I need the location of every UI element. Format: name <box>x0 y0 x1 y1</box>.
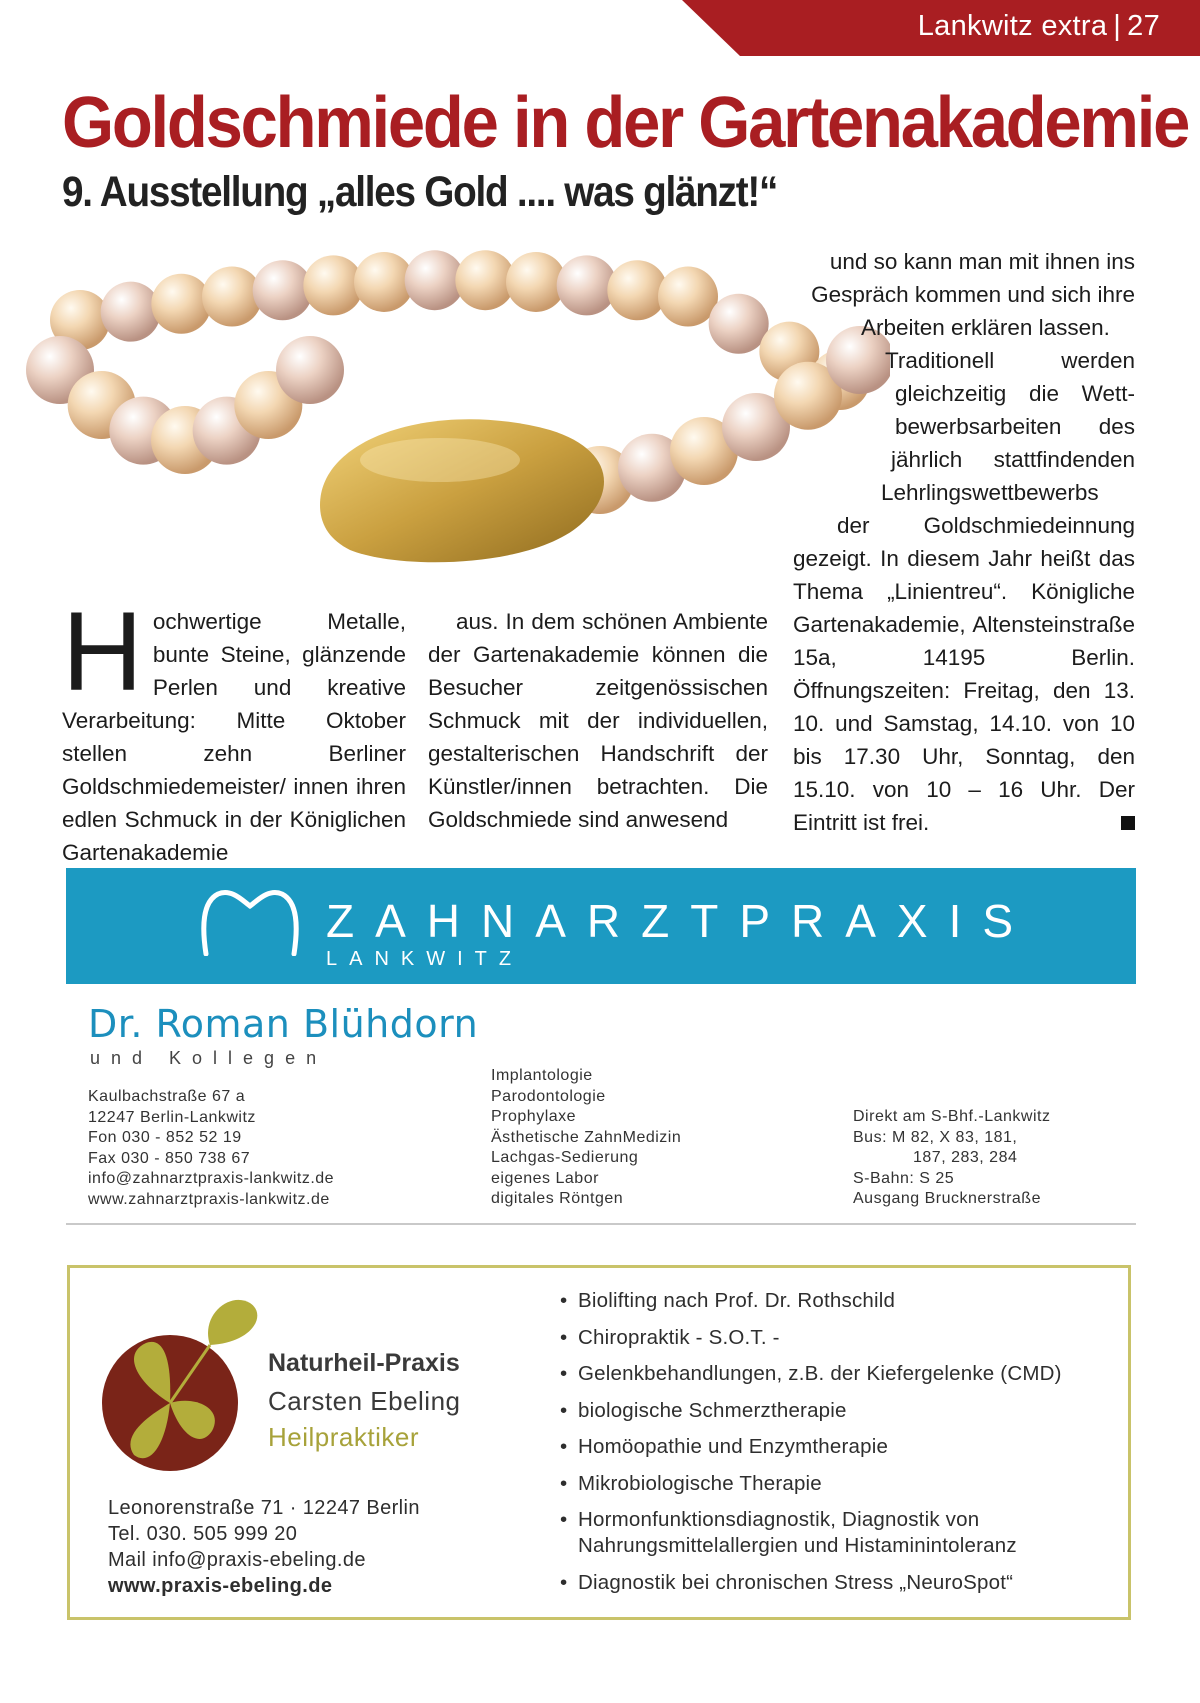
article-line: und so kann man mit ihnen ins <box>829 249 1135 274</box>
service-item: • Biolifting nach Prof. Dr. Rothschild <box>560 1288 1120 1314</box>
service-item: Implantologie <box>491 1067 593 1084</box>
article-subtitle: 9. Ausstellung „alles Gold .... was glänzt!“ <box>62 168 778 216</box>
pearl <box>276 336 344 404</box>
service-item: • Homöopathie und Enzymtherapie <box>560 1434 1120 1460</box>
transport-line: 187, 283, 284 <box>913 1149 1018 1166</box>
divider <box>66 1223 1136 1225</box>
section-label: Lankwitz extra <box>917 10 1108 42</box>
transport-line: Direkt am S-Bhf.-Lankwitz <box>853 1108 1051 1125</box>
article-line: jährlich stattfindenden <box>891 447 1135 472</box>
page-number: 27 <box>1127 10 1160 42</box>
pearls-back-row <box>50 250 870 410</box>
service-item: eigenes Labor <box>491 1169 599 1187</box>
service-item: • Hormonfunktionsdiagnostik, Diagnostik von Nahrungsmittelallergien und Histaminintoleranz <box>560 1507 1120 1559</box>
pearl-necklace-icon <box>20 250 890 600</box>
service-item: Parodontologie <box>491 1087 606 1105</box>
article-text-1: ochwertige Metalle, bunte Steine, glänzende Perlen und kreative Verarbeitung: Mitte Oktober stellen zehn Berliner Goldschmiedemeister/ innen ihren edlen Schmuck in der Königlichen Gartenakademie <box>62 609 406 865</box>
pearl <box>101 282 161 342</box>
pearl <box>557 255 617 315</box>
pearl <box>253 260 313 320</box>
website-link[interactable]: www.zahnarztpraxis-lankwitz.de <box>88 1190 330 1208</box>
naturheil-contact <box>108 1495 420 1599</box>
naturheil-profession: Heilpraktiker <box>268 1422 419 1452</box>
service-item: • Mikrobiologische Therapie <box>560 1471 1120 1497</box>
pearl <box>607 260 667 320</box>
website-link[interactable]: www.praxis-ebeling.de <box>108 1575 333 1597</box>
tooth-logo-icon <box>200 888 300 956</box>
dental-colleagues: und Kollegen <box>90 1048 328 1068</box>
fax-line: Fax 030 - 850 738 67 <box>88 1149 251 1167</box>
naturheil-name: Carsten Ebeling <box>268 1386 461 1416</box>
service-item: digitales Röntgen <box>491 1190 624 1207</box>
clasp-highlight <box>360 438 520 482</box>
pearl <box>151 274 211 334</box>
service-item: Lachgas-Sedierung <box>491 1149 639 1166</box>
article-title: Goldschmiede in der Gartenakademie <box>62 83 1189 163</box>
pearl <box>658 266 718 326</box>
article-line: Traditionell werden <box>885 348 1135 373</box>
article-text-3: gezeigt. In diesem Jahr heißt das Thema „Linientreu“. Königliche Gartenakademie, Altensteinstraße 15a, 14195 Berlin. Öffnungszeiten: Freitag, den 13. 10. und Samstag, 14.10. von 10 bis 17.30 Uhr, Sonntag, den 15.10. von 10 – 16 Uhr. Der Eintritt ist frei. <box>793 546 1135 835</box>
service-item: • biologische Schmerztherapie <box>560 1398 1120 1424</box>
article-line: gleichzeitig die Wett- <box>895 381 1135 406</box>
naturheil-services <box>560 1288 1120 1606</box>
article-line: der Goldschmiedeinnung <box>837 513 1135 538</box>
transport-line: S-Bahn: S 25 <box>853 1169 955 1187</box>
article-column-3 <box>793 245 1135 839</box>
service-item: • Chiropraktik - S.O.T. - <box>560 1325 1120 1351</box>
address-line: Kaulbachstraße 67 a <box>88 1088 246 1105</box>
page-header: Lankwitz extra | 27 <box>917 10 1160 42</box>
service-item: • Diagnostik bei chronischen Stress „NeuroSpot“ <box>560 1570 1120 1596</box>
dental-brand: ZAHNARZTPRAXIS <box>326 895 1035 947</box>
dental-transport <box>853 1107 1050 1210</box>
ginkgo-leaf-icon <box>100 1285 270 1475</box>
transport-line: Bus: M 82, X 83, 181, <box>853 1128 1018 1146</box>
naturheil-title: Naturheil-Praxis <box>268 1349 460 1377</box>
article-line: bewerbsarbeiten des <box>895 414 1135 439</box>
phone-line: Tel. 030. 505 999 20 <box>108 1523 298 1545</box>
email-link[interactable]: info@zahnarztpraxis-lankwitz.de <box>88 1170 335 1187</box>
phone-line: Fon 030 - 852 52 19 <box>88 1129 242 1146</box>
article-column-2: aus. In dem schönen Ambiente der Gartenakademie können die Besucher zeitgenössischen Schmuck mit der individuellen, gestalterischen Handschrift der Künstler/innen betrachten. Die Goldschmiede sind anwesend <box>428 609 768 832</box>
pearl <box>709 294 769 354</box>
pearl <box>202 266 262 326</box>
service-item: Ästhetische ZahnMedizin <box>491 1128 682 1146</box>
dental-address <box>88 1087 334 1210</box>
transport-line: Ausgang Brucknerstraße <box>853 1190 1041 1207</box>
address-line: 12247 Berlin-Lankwitz <box>88 1108 256 1126</box>
dental-services <box>491 1066 681 1210</box>
drop-cap: H <box>62 589 143 714</box>
service-item: • Gelenkbehandlungen, z.B. der Kiefergelenke (CMD) <box>560 1361 1120 1387</box>
article-line: Gespräch kommen und sich ihre <box>811 282 1135 307</box>
service-item: Prophylaxe <box>491 1108 577 1125</box>
article-column-1 <box>62 589 406 869</box>
address-line: Leonorenstraße 71 · 12247 Berlin <box>108 1497 420 1519</box>
end-mark <box>1121 816 1135 830</box>
dental-location: LANKWITZ <box>326 948 524 970</box>
dental-doctor-name: Dr. Roman Blühdorn <box>88 1002 479 1046</box>
article-line: Lehrlingswettbewerbs <box>881 480 1099 505</box>
article-line: Arbeiten erklären lassen. <box>861 315 1110 340</box>
email-link[interactable]: Mail info@praxis-ebeling.de <box>108 1549 366 1571</box>
